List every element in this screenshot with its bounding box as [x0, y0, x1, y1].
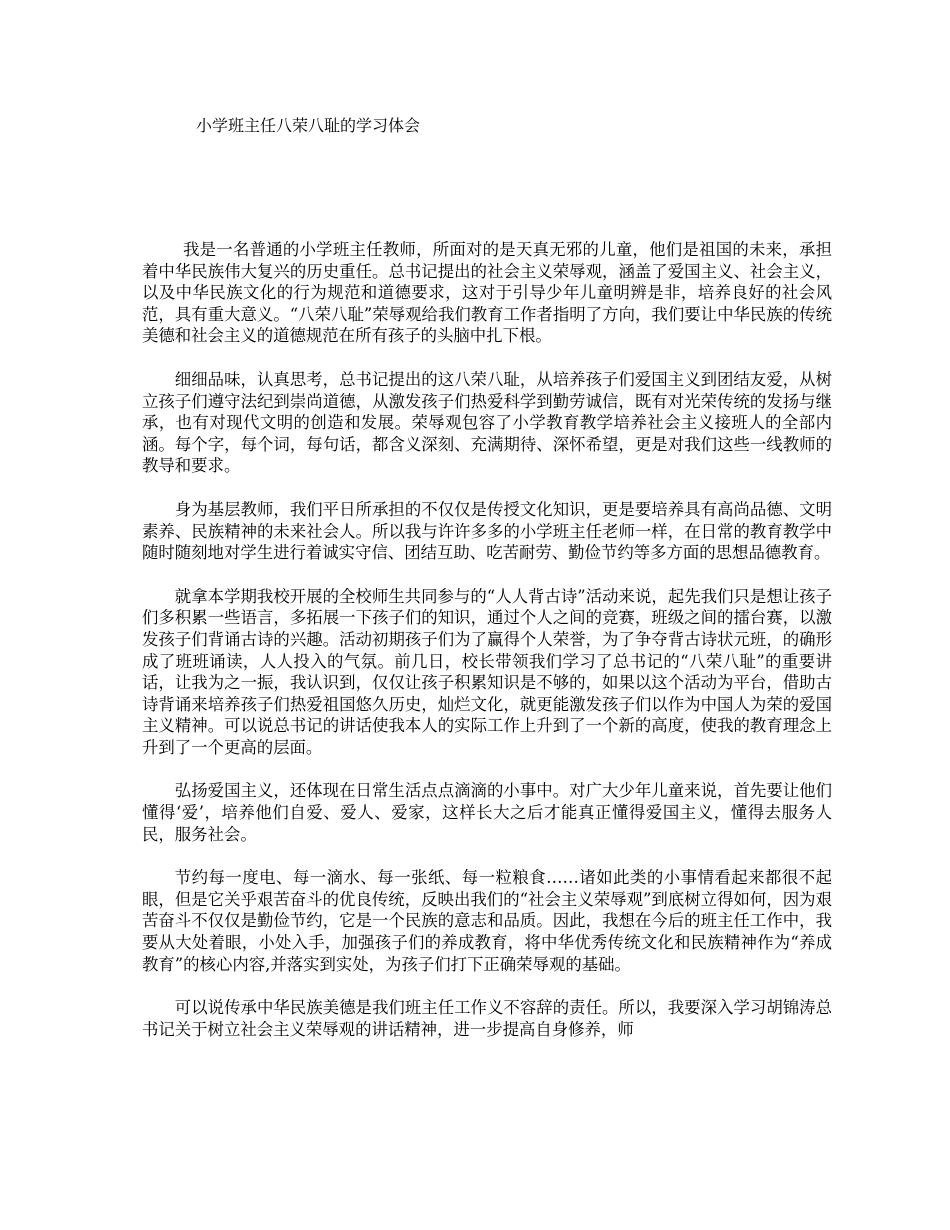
paragraph-2: 细细品味，认真思考，总书记提出的这八荣八耻，从培养孩子们爱国主义到团结友爱，从树立孩子们遵守法纪到崇尚道德，从激发孩子们热爱科学到勤劳诚信，既有对光荣传统的发扬与继承，也有对现代文明的创造和发展。荣辱观包容了小学教育教学培养社会主义接班人的全部内涵。每个字，每个词，每句话，都含义深刻、充满期待、深怀希望，更是对我们这些一线教师的教导和要求。	[142, 369, 832, 476]
document-title: 小学班主任八荣八耻的学习体会	[196, 116, 421, 135]
paragraph-1: 我是一名普通的小学班主任教师，所面对的是天真无邪的儿童，他们是祖国的未来，承担着中华民族伟大复兴的历史重任。总书记提出的社会主义荣辱观，涵盖了爱国主义、社会主义，以及中华民族文化的行为规范和道德要求，这对于引导少年儿童明辨是非，培养良好的社会风范，具有重大意义。“八荣八耻”荣辱观给我们教育工作者指明了方向，我们要让中华民族的传统美德和社会主义的道德规范在所有孩子的头脑中扎下根。	[142, 240, 832, 346]
paragraph-4: 就拿本学期我校开展的全校师生共同参与的“人人背古诗”活动来说，起先我们只是想让孩子们多积累一些语言，多拓展一下孩子们的知识，通过个人之间的竞赛，班级之间的擂台赛，以激发孩子们背诵古诗的兴趣。活动初期孩子们为了赢得个人荣誉，为了争夺背古诗状元班，的确形成了班班诵读，人人投入的气氛。前几日，校长带领我们学习了总书记的“八荣八耻”的重要讲话，让我为之一振，我认识到，仅仅让孩子积累知识是不够的，如果以这个活动为平台，借助古诗背诵来培养孩子们热爱祖国悠久历史，灿烂文化，就更能激发孩子们以作为中国人为荣的爱国主义精神。可以说总书记的讲话使我本人的实际工作上升到了一个新的高度，使我的教育理念上升到了一个更高的层面。	[142, 586, 832, 757]
paragraph-7: 可以说传承中华民族美德是我们班主任工作义不容辞的责任。所以，我要深入学习胡锦涛总书记关于树立社会主义荣辱观的讲话精神，进一步提高自身修养，师	[142, 998, 832, 1039]
document-body	[142, 239, 832, 1062]
paragraph-6: 节约每一度电、每一滴水、每一张纸、每一粒粮食……诸如此类的小事情看起来都很不起眼，但是它关乎艰苦奋斗的优良传统，反映出我们的“社会主义荣辱观”到底树立得如何，因为艰苦奋斗不仅仅是勤俭节约，它是一个民族的意志和品质。因此，我想在今后的班主任工作中，我要从大处着眼，小处入手，加强孩子们的养成教育，将中华优秀传统文化和民族精神作为“养成教育”的核心内容,并落实到实处，为孩子们打下正确荣辱观的基础。	[142, 868, 832, 974]
paragraph-3: 身为基层教师，我们平日所承担的不仅仅是传授文化知识，更是要培养具有高尚品德、文明素养、民族精神的未来社会人。所以我与许许多多的小学班主任老师一样，在日常的教育教学中随时随刻地对学生进行着诚实守信、团结互助、吃苦耐劳、勤俭节约等多方面的思想品德教育。	[142, 499, 832, 563]
paragraph-5: 弘扬爱国主义，还体现在日常生活点点滴滴的小事中。对广大少年儿童来说，首先要让他们懂得‘爱’，培养他们自爱、爱人、爱家，这样长大之后才能真正懂得爱国主义，懂得去服务人民，服务社会。	[142, 781, 832, 844]
